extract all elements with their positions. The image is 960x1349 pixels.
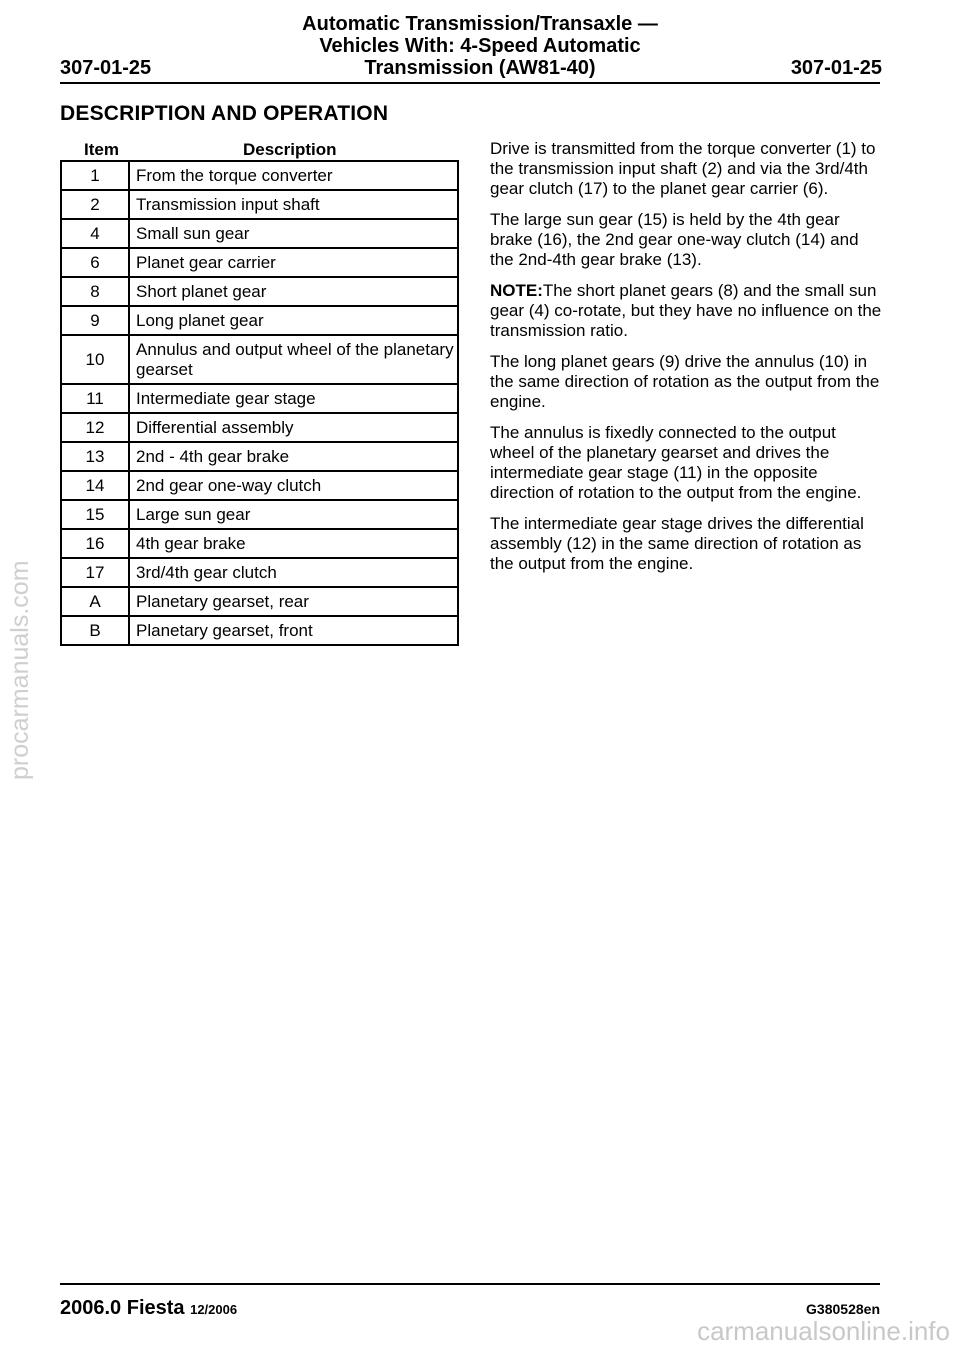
paragraph-long-planet: The long planet gears (9) drive the annulus (10) in the same direction of rotation as the output from the engine. [490,352,880,411]
paragraph-sun-gear: The large sun gear (15) is held by the 4th gear brake (16), the 2nd gear one-way clutch (14) and the 2nd-4th gear brake (13). [490,210,859,269]
table-cell-item: 2 [61,190,129,219]
page-number-right: 307-01-25 [790,57,882,79]
table-row [61,413,458,442]
table-cell-description: Small sun gear [129,219,458,248]
table-cell-item: 11 [61,384,129,413]
description-text [490,139,882,585]
table-row [61,529,458,558]
table-header-description: Description [243,140,337,159]
table-cell-item: 17 [61,558,129,587]
table-cell-description: Planetary gearset, rear [129,587,458,616]
section-title: DESCRIPTION AND OPERATION [60,102,389,125]
table-row [61,442,458,471]
table-row [61,384,458,413]
footer-code: G380528en [806,1301,880,1317]
table-row [61,277,458,306]
table-cell-item: 16 [61,529,129,558]
table-cell-description: Large sun gear [129,500,458,529]
footer-divider [60,1283,880,1285]
table-cell-description: 2nd gear one-way clutch [129,471,458,500]
table-cell-description: From the torque converter [129,161,458,190]
table-cell-item: 13 [61,442,129,471]
page-number-left: 307-01-25 [60,57,152,79]
footer-date: 12/2006 [190,1302,238,1317]
table-cell-item: B [61,616,129,645]
header-title-line-2: Vehicles With: 4-Speed Automatic [319,35,641,57]
table-cell-item: 6 [61,248,129,277]
table-row [61,616,458,645]
note [490,281,882,341]
paragraph-intermediate: The intermediate gear stage drives the differential assembly (12) in the same direction of rotation as the output from the engine. [490,514,864,573]
table-cell-description: Planet gear carrier [129,248,458,277]
table-cell-description: 3rd/4th gear clutch [129,558,458,587]
table-cell-item: 15 [61,500,129,529]
footer-model-name: 2006.0 Fiesta [60,1297,185,1319]
table-cell-description: Short planet gear [129,277,458,306]
table-cell-item: 8 [61,277,129,306]
table-cell-item: 12 [61,413,129,442]
table-row [61,306,458,335]
table-row [61,219,458,248]
table-row [61,558,458,587]
table-cell-item: 10 [61,335,129,384]
table-row [61,161,458,190]
paragraph-annulus: The annulus is fixedly connected to the output wheel of the planetary gearset and drives the intermediate gear stage (11) in the opposite direction of rotation to the output from the engine. [490,423,862,502]
table-cell-description: Long planet gear [129,306,458,335]
table-cell-description: Intermediate gear stage [129,384,458,413]
table-cell-description: 2nd - 4th gear brake [129,442,458,471]
table-cell-item: A [61,587,129,616]
table-cell-description: Differential assembly [129,413,458,442]
table-header-item: Item [84,140,119,159]
table-cell-description: Planetary gearset, front [129,616,458,645]
note-label: NOTE: [490,281,543,300]
note-text: The short planet gears (8) and the small sun gear (4) co-rotate, but they have no influence on the transmission ratio. [490,281,882,340]
table-cell-item: 14 [61,471,129,500]
paragraph-drive: Drive is transmitted from the torque converter (1) to the transmission input shaft (2) and via the 3rd/4th gear clutch (17) to the planet gear carrier (6). [490,139,876,198]
table-cell-item: 9 [61,306,129,335]
header-divider [60,82,880,84]
table-row [61,190,458,219]
table-cell-description: Transmission input shaft [129,190,458,219]
table-cell-item: 1 [61,161,129,190]
table-cell-description: 4th gear brake [129,529,458,558]
header-title-line-1: Automatic Transmission/Transaxle — [302,13,658,35]
table-row [61,335,458,384]
table-row [61,500,458,529]
watermark-bottom: carmanualsonline.info [697,1316,950,1346]
watermark-side: procarmanuals.com [6,560,34,780]
component-table-body [61,161,458,645]
table-row [61,471,458,500]
table-row [61,248,458,277]
table-cell-item: 4 [61,219,129,248]
footer-model [60,1297,237,1320]
header-title-line-3: Transmission (AW81-40) [364,57,596,79]
component-table [60,160,459,646]
table-cell-description: Annulus and output wheel of the planetary gearset [129,335,458,384]
table-row [61,587,458,616]
